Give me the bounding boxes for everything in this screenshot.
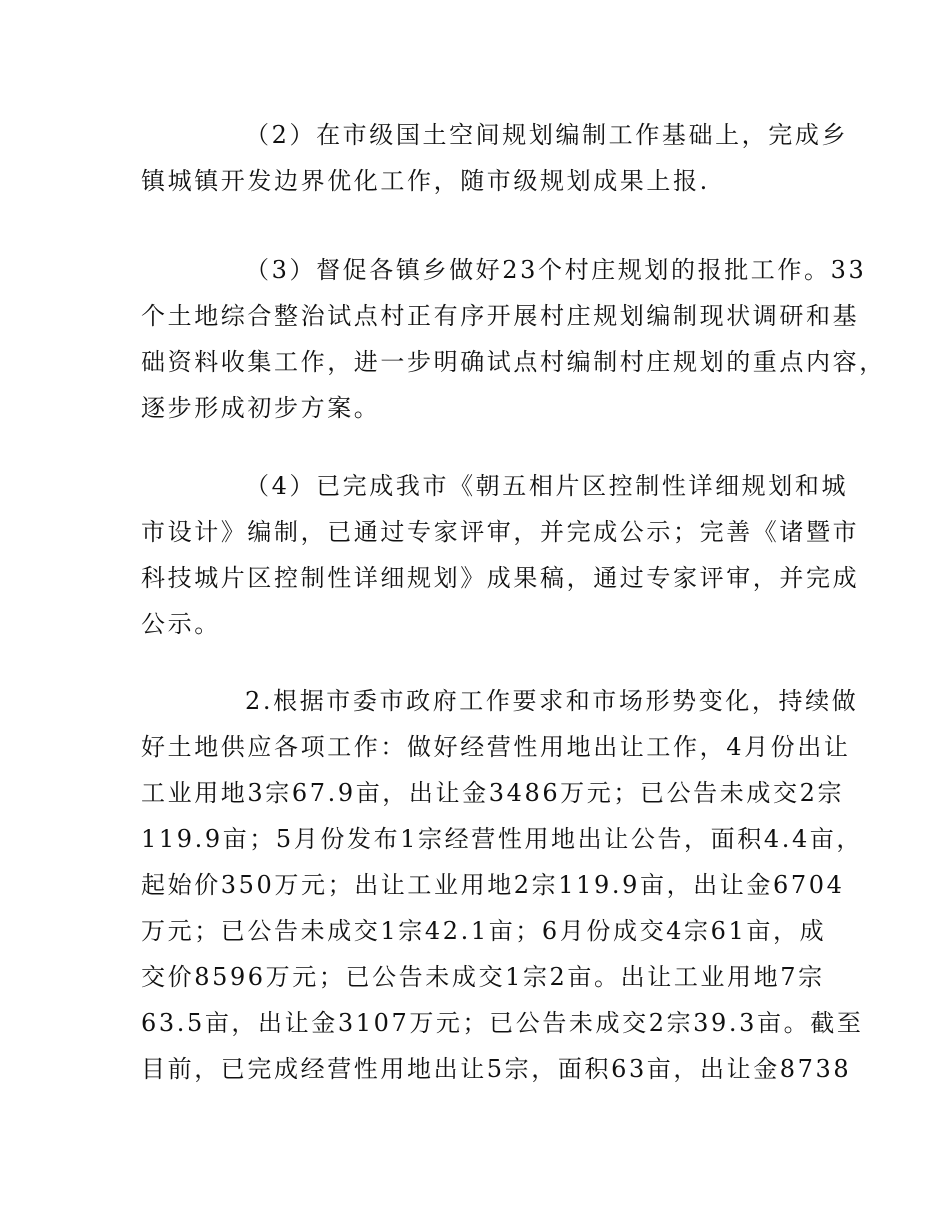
- paragraph-line: 起始价350万元；出让工业用地2宗119.9亩，出让金6704: [141, 871, 845, 899]
- paragraph-line: （4）已完成我市《朝五相片区控制性详细规划和城: [245, 472, 849, 500]
- paragraph-line: 科技城片区控制性详细规划》成果稿，通过专家评审，并完成: [141, 564, 860, 592]
- paragraph-line: （3）督促各镇乡做好23个村庄规划的报批工作。33: [245, 256, 867, 284]
- paragraph-line: 万元；已公告未成交1宗42.1亩；6月份成交4宗61亩，成: [141, 917, 827, 945]
- paragraph-line: 63.5亩，出让金3107万元；已公告未成交2宗39.3亩。截至: [141, 1009, 864, 1037]
- paragraph-line: 好土地供应各项工作：做好经营性用地出让工作，4月份出让: [141, 733, 851, 761]
- paragraph-line: 2.根据市委市政府工作要求和市场形势变化，持续做: [245, 687, 859, 715]
- paragraph-line: 119.9亩；5月份发布1宗经营性用地出让公告，面积4.4亩，: [141, 825, 864, 853]
- paragraph-line: 逐步形成初步方案。: [141, 394, 381, 422]
- paragraph-line: 公示。: [141, 610, 221, 638]
- paragraph-item-4: [141, 463, 860, 647]
- paragraph-item-3: [141, 247, 886, 431]
- paragraph-line: 镇城镇开发边界优化工作，随市级规划成果上报.: [141, 167, 710, 195]
- paragraph-line: 个土地综合整治试点村正有序开展村庄规划编制现状调研和基: [141, 302, 860, 330]
- paragraph-section-2: [141, 678, 864, 1092]
- paragraph-line: （2）在市级国土空间规划编制工作基础上，完成乡: [245, 121, 849, 149]
- paragraph-line: 市设计》编制，已通过专家评审，并完成公示；完善《诸暨市: [141, 518, 860, 546]
- paragraph-line: 工业用地3宗67.9亩，出让金3486万元；已公告未成交2宗: [141, 779, 845, 807]
- paragraph-line: 础资料收集工作，进一步明确试点村编制村庄规划的重点内容，: [141, 348, 886, 376]
- paragraph-line: 目前，已完成经营性用地出让5宗，面积63亩，出让金8738: [141, 1055, 852, 1083]
- paragraph-item-2: [141, 112, 849, 204]
- paragraph-line: 交价8596万元；已公告未成交1宗2亩。出让工业用地7宗: [141, 963, 825, 991]
